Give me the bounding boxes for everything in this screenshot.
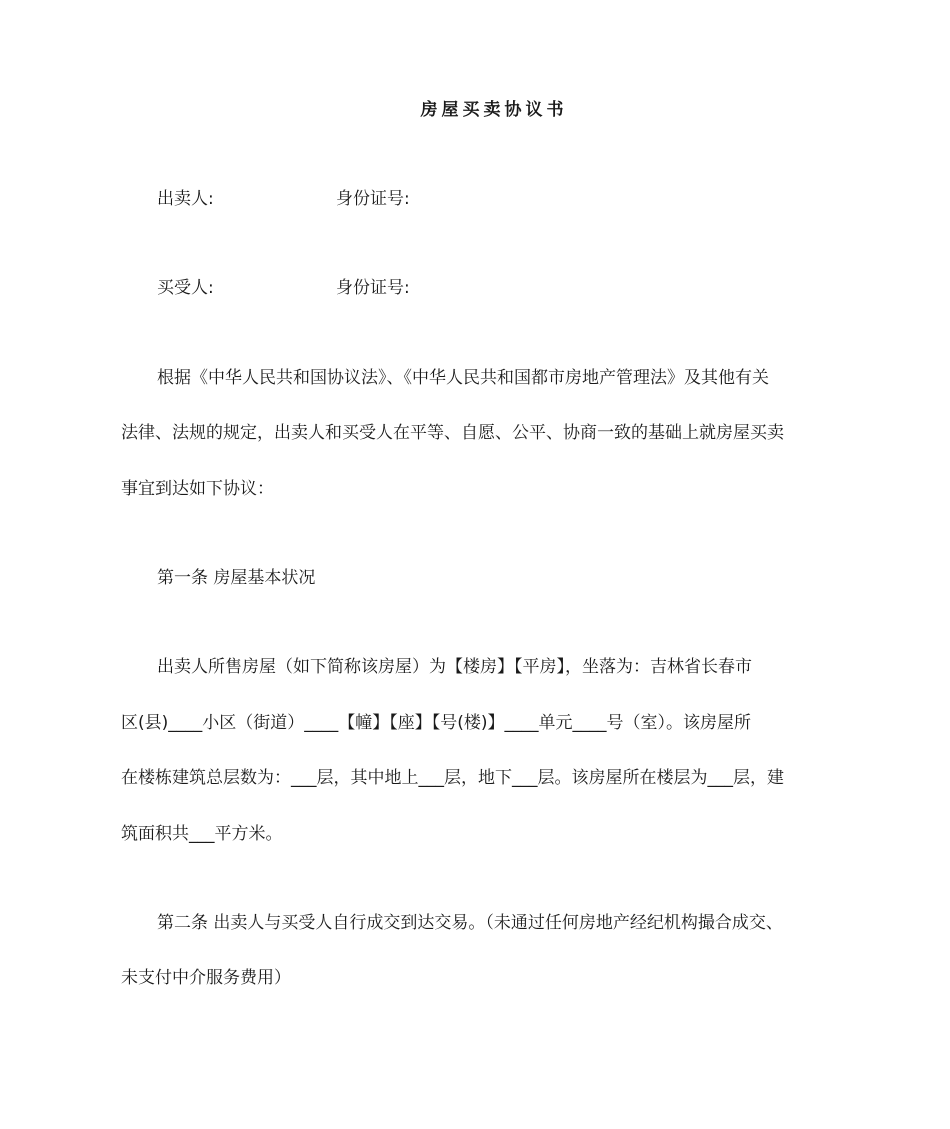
article1-line-2: 区(县)____小区（街道）____【幢】【座】【号(楼)】____单元____号（室）。该房屋所 xyxy=(121,713,752,733)
seller-id-label: 身份证号: xyxy=(336,189,410,209)
article1-heading: 第一条 房屋基本状况 xyxy=(157,568,316,588)
article2-line-2: 未支付中介服务费用） xyxy=(121,968,291,988)
article1-line-4: 筑面积共___平方米。 xyxy=(121,824,283,844)
intro-line-3: 事宜到达如下协议： xyxy=(121,479,274,499)
article1-line-1: 出卖人所售房屋（如下简称该房屋）为【楼房】【平房】，坐落为：吉林省长春市 xyxy=(157,657,752,677)
intro-line-2: 法律、法规的规定，出卖人和买受人在平等、自愿、公平、协商一致的基础上就房屋买卖 xyxy=(121,423,784,443)
intro-line-1: 根据《中华人民共和国协议法》、《中华人民共和国都市房地产管理法》及其他有关 xyxy=(157,368,769,388)
seller-label: 出卖人: xyxy=(157,189,214,209)
article2-line-1: 第二条 出卖人与买受人自行成交到达交易。（未通过任何房地产经纪机构撮合成交、 xyxy=(157,913,783,933)
buyer-id-label: 身份证号: xyxy=(336,278,410,298)
article1-line-3: 在楼栋建筑总层数为：___层，其中地上___层，地下___层。该房屋所在楼层为___层，建 xyxy=(121,768,784,788)
document-title: 房屋买卖协议书 xyxy=(420,100,568,120)
buyer-label: 买受人: xyxy=(157,278,214,298)
